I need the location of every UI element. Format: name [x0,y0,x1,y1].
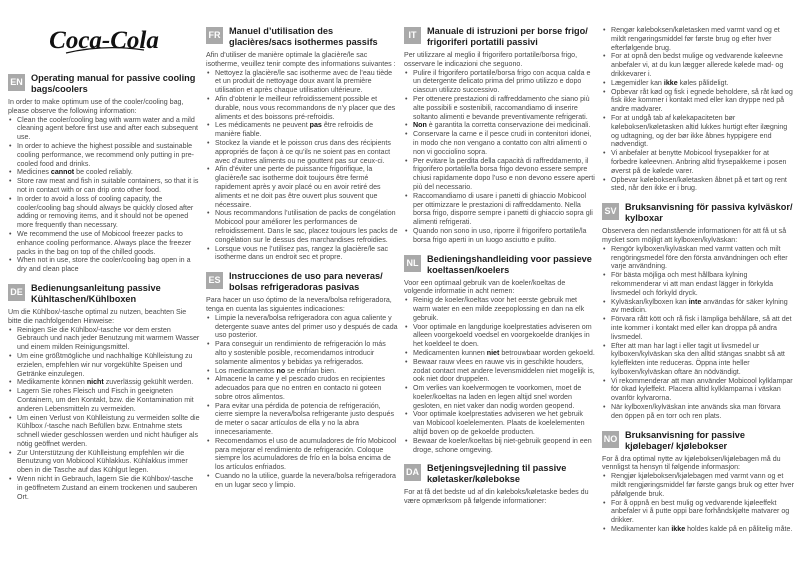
list-item [404,349,596,358]
item-text: Medikamente können [17,378,87,387]
item-text: être refroidis de manière fiable. [215,121,374,139]
list-item: • In order to achieve the highest possible and sustainable cooling performance, we recommend only putting in pre-cooled food and drinks. [8,142,200,168]
list-item: • Rengør køleboksen/køletasken med varmt vand og et mildt rengøringsmiddel før første brug og efter hver efterfølgende brug. [602,26,794,52]
item-text: betrouwbaar worden gekoeld. [499,348,595,357]
section-title: Manuel d’utilisation des glacières/sacs isothermes passifs [229,26,378,47]
item-emphasis: pas [309,121,322,130]
list-item: • Stockez la viande et le poisson crus dans des récipients appropriés de façon à ce qu’ils ne soient pas en contact avec d’autres aliments ou ne gouttent pas sur ceux-ci. [206,139,398,165]
list-item: • Quando non sono in uso, riporre il frigorifero portatile/la borsa frigo aperti in un luogo asciutto e pulito. [404,227,596,245]
section-title: Bruksanvisning för passiva kylväskor/ kylboxar [625,202,793,224]
list-item: • Um eine größtmögliche und nachhaltige Kühlleistung zu erzielen, empfehlen wir nur vorgekühlte Speisen und Getränke einzulegen. [8,352,200,378]
section-sv [602,202,794,421]
section-title: Operating manual for passive cooling bags/coolers [31,73,196,94]
section-da-continued [602,26,794,193]
section-en [8,73,200,274]
instruction-list [206,314,398,490]
list-item: • Store raw meat and fish in suitable containers, so that it is not in contact with or can drip onto other food. [8,177,200,195]
language-badge: EN [8,74,25,91]
section-heading [206,271,398,293]
instruction-list [602,245,794,421]
list-item: • Vi rekommenderar att man använder Mobicool kylklampar för ökad kyleffekt. Placera alltid kylklamparna i väskan ovanför kylvarorna. [602,377,794,403]
language-badge: SV [602,203,619,220]
list-item: • Lagern Sie rohes Fleisch und Fisch in geeigneten Containern, um den Kontakt, bzw. die Kontamination mit anderen Lebensmitteln zu vermeiden. [8,387,200,413]
instruction-list [602,26,794,193]
item-emphasis: Non [413,121,427,130]
section-de [8,283,200,502]
coca-cola-logo [49,20,159,60]
list-item: • Rengör kylboxen/kylväskan med varmt vatten och milt rengöringsmedel före den första användningen och efter varje användning. [602,245,794,271]
language-badge: NL [404,255,421,272]
list-item: • För bästa möjliga och mest hållbara kylning rekommenderar vi att man endast lägger in förkylda livsmedel och förkyld dryck. [602,271,794,297]
list-item: • Vi anbefaler at benytte Mobicool frysepakker for at forbedre køleevnen. Anbring altid frysepakkerne i posen øverst på de kølede varer. [602,149,794,175]
list-item: • In order to avoid a loss of cooling capacity, the cooler/cooling bag should always be quickly closed after adding or removing items, and it should not be opened more frequently than necessary. [8,195,200,230]
list-item: • Pulire il frigorifero portatile/borsa frigo con acqua calda e un detergente delicato prima del primo utilizzo e dopo ciascun utilizzo successivo. [404,69,596,95]
list-item: • Raccomandiamo di usare i panetti di ghiaccio Mobicool per ottimizzare le prestazioni di raffreddamento. Nella borsa frigo, disporre sempre i panetti di ghiaccio sopra gli alimenti refrigerati. [404,192,596,227]
section-heading [206,26,398,48]
item-text: användas för säker kylning av medicin. [611,297,788,315]
list-item [404,121,596,130]
column-3 [404,26,596,506]
section-title: Bedieningshandleiding voor passieve koeltassen/koelers [427,253,592,275]
list-item: • Reinigen Sie die Kühlbox/-tasche vor dem ersten Gebrauch und nach jeder Benutzung mit warmem Wasser und einem milden Reinigungsmittel. [8,326,200,352]
item-text: Lægemidler kan [611,78,664,87]
column-1 [8,20,200,501]
item-emphasis: niet [486,348,500,357]
list-item: • Limpie la nevera/bolsa refrigeradora con agua caliente y detergente suave antes del primer uso y después de cada uso posterior. [206,314,398,340]
language-badge: DE [8,284,25,301]
list-item: • Nous recommandons l’utilisation de packs de congélation Mobicool pour améliorer les performances de refroidissement. Dans le sac, placez toujours les packs de congélation sur le dessus des marchandises refroidies. [206,209,398,244]
section-title: Instrucciones de uso para neveras/ bolsas refrigeradoras pasivas [229,271,383,293]
section-heading [404,463,596,485]
section-no [602,430,794,534]
list-item: • Per ottenere prestazioni di raffreddamento che siano più alte possibili e sostenibili, raccomandiamo di inserire soltanto alimenti e bevande preventivamente refrigerati. [404,95,596,121]
language-badge: DA [404,464,421,481]
section-heading [404,254,596,276]
item-text: Medicamenten kunnen [413,348,487,357]
section-title: Bruksanvisning for passive kjølebager/ kjølebokser [625,429,745,451]
list-item: • Reinig de koeler/koeltas voor het eerste gebruik met warm water en een milde zeepoplossing en dan na elk gebruik. [404,296,596,322]
list-item [8,378,200,387]
item-text: Los medicamentos [215,366,277,375]
list-item [602,525,794,534]
list-item [602,298,794,316]
instruction-list [404,296,596,454]
list-item: • Para conseguir un rendimiento de refrigeración lo más alto y sostenible posible, recomendamos introducir solamente alimentos y bebidas ya refrigerados. [206,340,398,366]
section-nl [404,254,596,455]
section-intro: Voor een optimaal gebruik van de koeler/koeltas de volgende informatie in acht nemen: [404,278,566,296]
list-item: • Clean the cooler/cooling bag with warm water and a mild cleaning agent before first use and after each subsequent use. [8,116,200,142]
section-es [206,271,398,490]
language-badge: ES [206,272,223,289]
list-item: • For at undgå tab af kølekapaciteten bør køleboksen/køletasken altid lukkes hurtigt efter ilægning og udtagning, og der bør ikke åbnes hyppigere end nødvendigt. [602,114,794,149]
language-badge: IT [404,27,421,44]
list-item: • Bewaar de koeler/koeltas bij niet-gebruik geopend in een droge, schone omgeving. [404,437,596,455]
list-item: • När kylboxen/kylväskan inte används ska man förvara den öppen på en torr och ren plats. [602,403,794,421]
item-text: Kylväskan/kylboxen kan [611,297,689,306]
list-item: • Efter att man har lagt i eller tagit ut livsmedel ur kylboxen/kylväskan ska den alltid stängas snabbt så att kyleffekten inte reduceras. Öppna inte heller kylboxen/kylväskan oftare än nödvändigt. [602,342,794,377]
section-fr [206,26,398,262]
instruction-list [602,472,794,534]
list-item: • Zur Unterstützung der Kühlleistung empfehlen wir die Benutzung von Mobicool Kühlakkus. Kühlakkus immer oben in die Tasche auf das Kühlgut legen. [8,449,200,475]
list-item: • For å oppnå en best mulig og vedvarende kjøleeffekt anbefaler vi å putte oppi bare forhåndskjølte matvarer og drikker. [602,499,794,525]
list-item: • Almacene la carne y el pescado crudos en recipientes adecuados para que no entren en contacto ni goteen sobre otros alimentos. [206,375,398,401]
item-emphasis: nicht [86,378,104,387]
item-text: Medicines [17,168,51,177]
list-item: • Para evitar una pérdida de potencia de refrigeración, cierre siempre la nevera/bolsa refrigerante justo después de meter o sacar artículos de ella y no la abra innecesariamente. [206,402,398,437]
list-item: • For at opnå den bedst mulige og vedvarende køleevne anbefaler vi, at du kun lægger allerede kølede mad- og drikkevarer i. [602,52,794,78]
item-emphasis: cannot [50,168,75,177]
section-intro: Observera den nedanstående informationen för att få ut så mycket som möjligt att kylboxen/kylväskan: [602,227,787,244]
section-title: Betjeningsvejledning til passive køletasker/kølebokse [427,463,567,485]
list-item: • Wenn nicht in Gebrauch, lagern Sie die Kühlbox/-tasche in geöffnetem Zustand an einem trockenen und sauberen Ort. [8,475,200,501]
section-heading [8,73,200,95]
list-item: • Om verlies van koelvermogen te voorkomen, moet de koeler/koeltas na laden en legen altijd snel worden gesloten, en niet vaker dan nodig worden geopend. [404,384,596,410]
list-item: • Opbevar råt kød og fisk i egnede beholdere, så råt kød og fisk ikke kommer i kontakt med eller kan dryppe ned på andre madvarer. [602,88,794,114]
item-text: zuverlässig gekühlt werden. [103,378,194,387]
section-intro: Um die Kühlbox/-tasche optimal zu nutzen, beachten Sie bitte die nachfolgenden Hinweise: [8,307,187,325]
list-item: • Bewaar rauw vlees en rauwe vis in geschikte houders, zodat contact met andere levensmiddelen niet mogelijk is, ook niet door druppelen. [404,358,596,384]
section-heading [8,283,200,305]
section-intro: Para hacer un uso óptimo de la nevera/bolsa refrigeradora, tenga en cuenta las siguientes indicaciones: [206,296,392,313]
language-badge: FR [206,27,223,44]
section-title: Bedienungsanleitung passive Kühltaschen/Kühlboxen [31,282,161,304]
section-heading [602,202,794,224]
list-item: • Rengjør kjøleboksen/kjølebagen med varmt vann og et mildt rengjøringsmiddel før første gangs bruk og etter hver påfølgende bruk. [602,472,794,498]
instruction-list [206,69,398,263]
section-heading [404,26,596,48]
list-item: • Lorsque vous ne l’utilisez pas, rangez la glacière/le sac isotherme dans un endroit sec et propre. [206,245,398,263]
column-2 [206,26,398,490]
list-item: • Voor optimale koelprestaties adviseren we het gebruik van Mobicool koelelementen. Plaats de koelelementen altijd boven op de gekoelde producten. [404,410,596,436]
column-4 [602,26,794,534]
section-intro: In order to make optimum use of the cooler/cooling bag, please observe the following information: [8,98,184,115]
list-item: • Nettoyez la glacière/le sac isotherme avec de l’eau tiède et un produit de nettoyage doux avant la première utilisation et après chaque utilisation ultérieure. [206,69,398,95]
item-emphasis: ikke [663,78,678,87]
language-badge: NO [602,431,619,448]
item-text: Les médicaments ne peuvent [215,121,310,130]
item-emphasis: inte [688,297,702,306]
list-item: • Förvara rått kött och rå fisk i lämpliga behållare, så att det inte kommer i kontakt med eller kan droppa på andra livsmedel. [602,315,794,341]
item-text: be cooled reliably. [74,168,133,177]
instruction-list [404,69,596,245]
section-intro: Per utilizzare al meglio il frigorifero portatile/borsa frigo, osservare le indicazioni che seguono. [404,51,578,68]
list-item [206,367,398,376]
section-intro: Afin d’utiliser de manière optimale la glacière/le sac isotherme, veuillez tenir compte des informations suivantes : [206,51,396,68]
section-da [404,463,596,506]
item-text: è garantita la corretta conservazione dei medicinali. [426,121,591,130]
section-intro: For at få det bedste ud af din køleboks/køletaske bedes du være opmærksom på følgende informationer: [404,488,589,506]
item-text: køles pålideligt. [677,78,729,87]
section-intro: For å dra optimal nytte av kjøleboksen/kjølebagen må du vennligst ta hensyn til følgende informasjon: [602,454,781,472]
page-footer-strip [0,563,802,569]
list-item: • Conservare la carne e il pesce crudi in contenitori idonei, in modo che non vengano a contatto con altri alimenti o non vi gocciolino sopra. [404,130,596,156]
list-item: • When not in use, store the cooler/cooling bag open in a dry and clean place [8,256,200,274]
list-item: • Recomendamos el uso de acumuladores de frío Mobicool para mejorar el rendimiento de refrigeración. Coloque siempre los acumuladores de frío en la bolsa encima de los artículos enfriados. [206,437,398,472]
list-item [206,121,398,139]
section-it [404,26,596,245]
item-text: se enfrían bien. [285,366,337,375]
list-item: • Um einen Verlust von Kühlleistung zu vermeiden sollte die Kühlbox /-tasche nach Befüllen bzw. Entnahme stets schnell wieder geschlossen werden und nicht häufiger als nötig geöffnet werden. [8,414,200,449]
list-item: • Afin d’éviter une perte de puissance frigorifique, la glacière/le sac isotherme doit toujours être fermé rapidement après y avoir placé ou en avoir retiré des aliments et ne doit pas être ouvert plus souvent que nécessaire. [206,165,398,209]
section-title: Manuale di istruzioni per borse frigo/ frigoriferi portatili passivi [427,26,588,47]
item-text: holdes kalde på en pålitelig måte. [685,525,793,534]
list-item: • Opbevar køleboksen/køletasken åbnet på et tørt og rent sted, når den ikke er i brug. [602,176,794,194]
item-emphasis: no [276,366,286,375]
instruction-list [8,326,200,502]
list-item: • Voor optimale en langdurige koelprestaties adviseren om alleen voorgekoeld voedsel en voorgekoelde drankjes in het koeldeel te doen. [404,323,596,349]
instruction-list [8,116,200,274]
list-item: • We recommend the use of Mobicool freezer packs to enhance cooling performance. Always place the freezer packs in the bag on top of the chilled goods. [8,230,200,256]
list-item [602,79,794,88]
item-text: Medikamenter kan [611,525,672,534]
list-item [8,168,200,177]
section-heading [602,430,794,452]
list-item: • Cuando no la utilice, guarde la nevera/bolsa refrigeradora en un lugar seco y limpio. [206,472,398,490]
item-emphasis: ikke [671,525,686,534]
svg-text:Coca-Cola: Coca-Cola [49,27,159,54]
list-item: • Afin d’obtenir le meilleur refroidissement possible et durable, nous vous recommandons de n’y placer que des aliments et des boissons pré-refroidis. [206,95,398,121]
list-item: • Per evitare la perdita della capacità di raffreddamento, il frigorifero portatile/la borsa frigo devono essere sempre chiusi rapidamente dopo l’uso e non devono essere aperti più del necessario. [404,157,596,192]
